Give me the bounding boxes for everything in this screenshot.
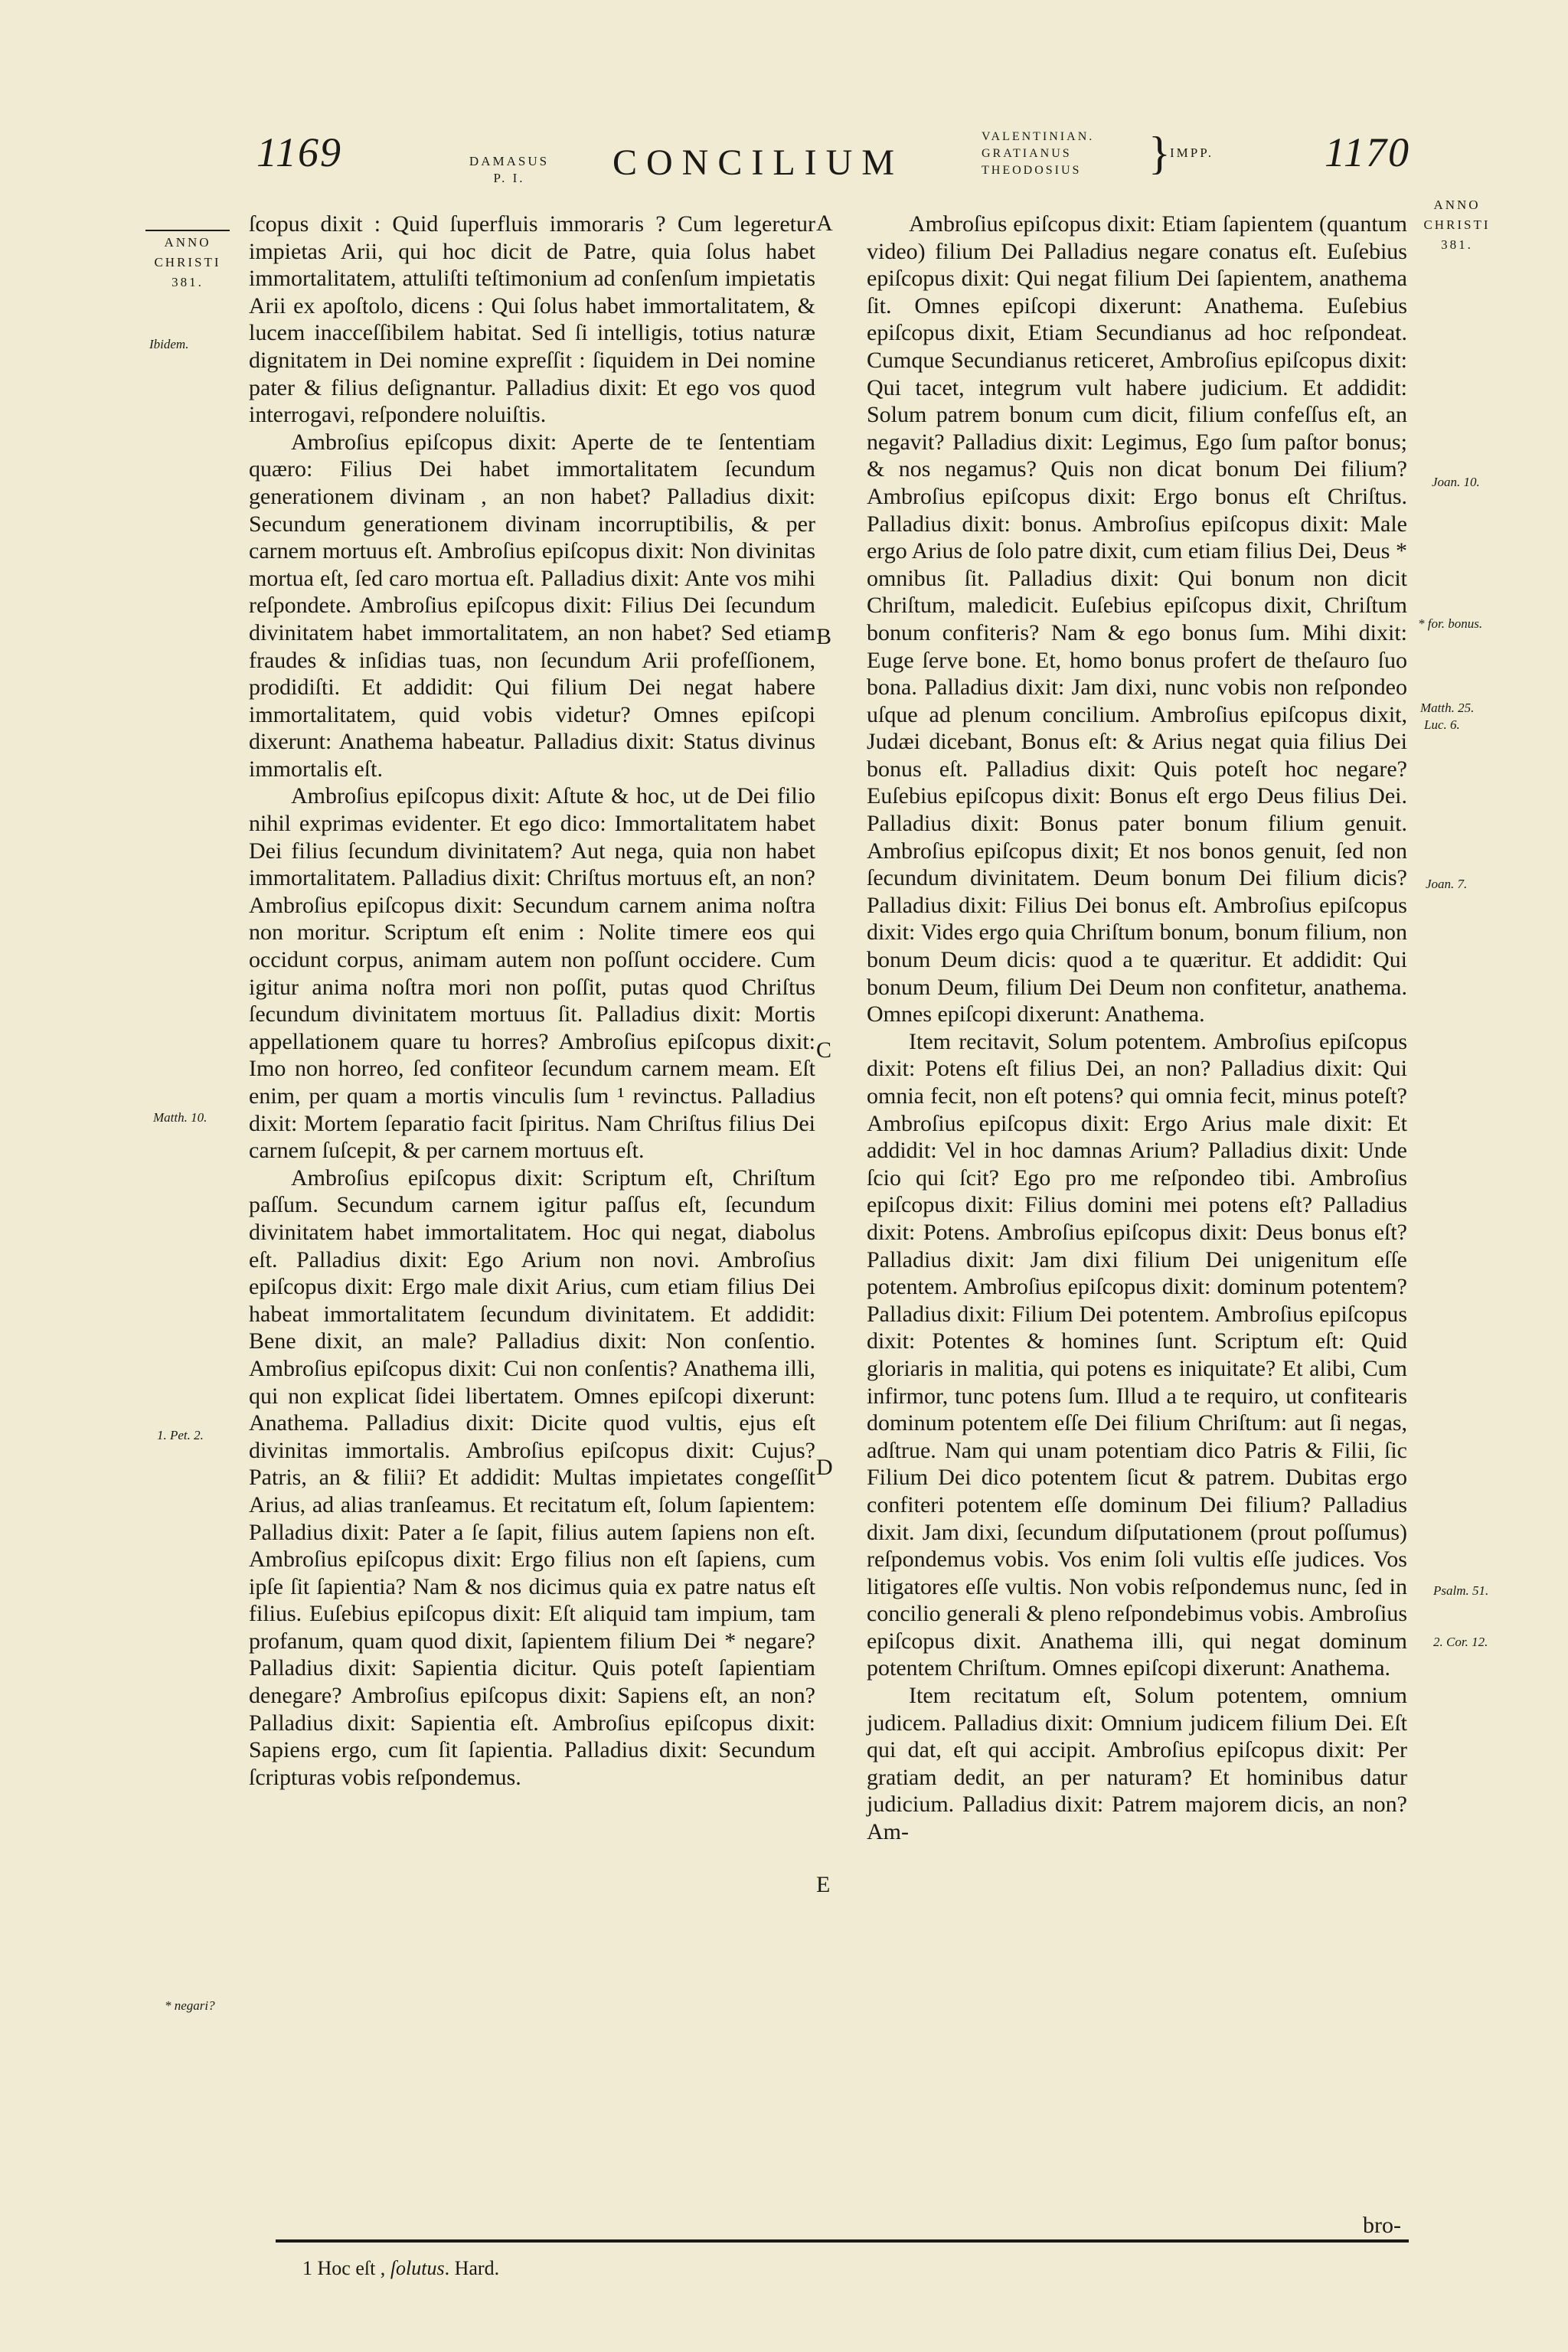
left-anno-block — [142, 230, 234, 292]
footnote-text-c: . Hard. — [444, 2257, 500, 2279]
page-number-right: 1170 — [1325, 129, 1410, 175]
margin-note-luc6: Luc. 6. — [1424, 717, 1460, 732]
section-letter-d: D — [816, 1455, 833, 1480]
left-text-column — [249, 211, 815, 1791]
emperor-3: THEODOSIUS — [982, 164, 1082, 177]
right-anno-block — [1415, 195, 1499, 255]
catchword: bro- — [1363, 2213, 1401, 2238]
anno-christi: CHRISTI — [154, 255, 221, 270]
anno-label: ANNO — [1433, 198, 1481, 212]
margin-note-negari: * negari? — [165, 1998, 215, 2013]
left-author: DAMASUS — [469, 154, 550, 168]
anno-rule — [145, 230, 230, 231]
margin-note-ibidem: Ibidem. — [149, 337, 189, 351]
emperors-heading — [982, 129, 1158, 179]
margin-note-matth25: Matth. 25. — [1420, 701, 1475, 715]
section-letter-a: A — [816, 211, 833, 236]
paragraph: Ambroſius epiſcopus dixit: Scriptum eſt, Chriſtum paſſum. Secundum carnem igitur paſſus eſt, ſecundum divinitatem habet immortalitatem. Hoc qui negat, diabolus eſt. Palladius dixit: Ego Arium non novi. Ambroſius epiſcopus dixit: Ergo male dixit Arius, cum etiam filius Dei habeat immortalitatem ſecundum divinitatem. Et addidit: Bene dixit, an male? Palladius dixit: Non conſentio. Ambroſius epiſcopus dixit: Cui non conſentis? Anathema illi, qui non explicat ſidei libertatem. Omnes epiſcopi dixerunt: Anathema. Palladius dixit: Dicite quod vultis, ejus eſt divinitas immortalis. Ambroſius epiſcopus dixit: Cujus? Patris, an & filii? Et addidit: Multas impietates congeſſit Arius, ad alias tranſeamus. Et recitatum eſt, ſolum ſapientem: Palladius dixit: Pater a ſe ſapit, filius autem ſapiens non eſt. Ambroſius epiſcopus dixit: Ergo filius non eſt ſapiens, cum ipſe ſit ſapientia? Nam & nos dicimus quia ex patre natus eſt filius. Euſebius epiſcopus dixit: Eſt aliquid tam impium, tam profanum, quam quod dixit, ſapientem filium Dei * negare? Palladius dixit: Sapientia dicitur. Quis poteſt ſapientiam denegare? Ambroſius epiſcopus dixit: Sapiens eſt, an non? Palladius dixit: Sapientia eſt. Ambroſius epiſcopus dixit: Sapiens ergo, cum ſit ſapientia. Palladius dixit: Secundum ſcripturas vobis reſpondemus. — [249, 1165, 815, 1790]
anno-year: 381. — [1441, 237, 1473, 252]
paragraph: Ambroſius epiſcopus dixit: Aperte de te ſententiam quæro: Filius Dei habet immortalitatem ſecundum generationem divinam , an non habet? Palladius dixit: Secundum generationem divinam incorruptibilis, & per carnem mortuus eſt. Ambroſius epiſcopus dixit: Non divinitas mortua eſt, ſed caro mortua eſt. Palladius dixit: Ante vos mihi reſpondete. Ambroſius epiſcopus dixit: Filius Dei ſecundum divinitatem habet immortalitatem, an non habet? Sed etiam fraudes & inſidias tuas, non ſecundum Arii profeſſionem, prodidiſti. Et addidit: Qui filium Dei negat habere immortalitatem, quid vobis videtur? Omnes epiſcopi dixerunt: Anathema habeatur. Palladius dixit: Status divinus immortalis eſt. — [249, 429, 815, 782]
footnote-text-a: Hoc eſt , — [317, 2257, 386, 2279]
footnote — [302, 2257, 499, 2280]
margin-note-forbonus: * for. bonus. — [1418, 616, 1483, 631]
emperors-suffix: IMPP. — [1170, 145, 1214, 160]
margin-note-joan7: Joan. 7. — [1426, 877, 1468, 891]
anno-label: ANNO — [164, 235, 211, 250]
paragraph: Ambroſius epiſcopus dixit: Aſtute & hoc, ut de Dei filio nihil exprimas evidenter. Et ego dico: Immortalitatem habet Dei filius ſecundum divinitatem? Aut nega, quia non habet immortalitatem. Palladius dixit: Chriſtus mortuus eſt, an non? Ambroſius epiſcopus dixit: Secundum carnem anima noſtra non moritur. Scriptum eſt enim : Nolite timere eos qui occidunt corpus, animam autem non poſſunt occidere. Cum igitur anima noſtra mori non poſſit, putas quod Chriſtus ſecundum divinitatem mortuus ſit. Palladius dixit: Mortis appellationem quare tu horres? Ambroſius epiſcopus dixit: Imo non horreo, ſed confiteor ſecundum carnem meam. Eſt enim, per quam a mortis vinculis ſum ¹ revinctus. Palladius dixit: Mortem ſeparatio facit ſpiritus. Nam Chriſtus filius Dei carnem ſuſcepit, & per carnem mortuus eſt. — [249, 783, 815, 1164]
section-letter-b: B — [816, 624, 832, 649]
section-letter-e: E — [816, 1872, 831, 1897]
brace-glyph: } — [1148, 128, 1171, 178]
paragraph: Item recitatum eſt, Solum potentem, omnium judicem. Palladius dixit: Omnium judicem filium Dei. Eſt qui dat, eſt qui accipit. Ambroſius epiſcopus dixit: Per gratiam dedit, an per naturam? Et hominibus datur judicium. Palladius dixit: Patrem majorem dicis, an non? Am- — [867, 1683, 1407, 1845]
anno-christi: CHRISTI — [1423, 217, 1491, 232]
footnote-number: 1 — [302, 2257, 312, 2279]
footnote-text-b: ſolutus — [390, 2257, 445, 2279]
emperor-2: GRATIANUS — [982, 147, 1072, 160]
page-title: CONCILIUM — [612, 142, 903, 183]
margin-note-cor12: 2. Cor. 12. — [1433, 1635, 1488, 1649]
margin-note-joan10: Joan. 10. — [1432, 475, 1480, 489]
margin-note-petr: 1. Pet. 2. — [157, 1428, 204, 1442]
emperor-1: VALENTINIAN. — [982, 130, 1095, 143]
left-author-sub: P. I. — [493, 171, 525, 185]
paragraph: Ambroſius epiſcopus dixit: Etiam ſapientem (quantum video) filium Dei Palladius negare conatus eſt. Euſebius epiſcopus dixit: Qui negat filium Dei ſapientem, anathema ſit. Omnes epiſcopi dixerunt: Anathema. Euſebius epiſcopus dixit, Etiam Secundianus ad hoc reſpondeat. Cumque Secundianus reticeret, Ambroſius epiſcopus dixit: Qui tacet, integrum vult habere judicium. Et addidit: Solum patrem bonum cum dicit, filium confeſſus eſt, an negavit? Palladius dixit: Legimus, Ego ſum paſtor bonus; & nos negamus? Quis non dicat bonum Dei filium? Ambroſius epiſcopus dixit: Ergo bonus eſt Chriſtus. Palladius dixit: bonus. Ambroſius epiſcopus dixit: Male ergo Arius de ſolo patre dixit, cum etiam filius Dei, Deus * omnibus ſit. Palladius dixit: Qui bonum non dicit Chriſtum, maledicit. Euſebius epiſcopus dixit, Chriſtum bonum confiteris? Nam & ego bonus ſum. Mihi dixit: Euge ſerve bone. Et, homo bonus profert de theſauro ſuo bona. Palladius dixit: Jam dixi, nunc vobis non reſpondeo uſque ad plenum concilium. Ambroſius epiſcopus dixit, Judæi dicebant, Bonus eſt: & Arius negat quia filius Dei bonus eſt. Palladius dixit: Quis poteſt hoc negare? Euſebius epiſcopus dixit: Bonus eſt ergo Deus filius Dei. Palladius dixit: Bonus pater bonum filium genuit. Ambroſius epiſcopus dixit; Et nos bonos genuit, ſed non ſecundum divinitatem. Deum bonum Dei filium dicis? Palladius dixit: Filius Dei bonus eſt. Ambroſius epiſcopus dixit: Vides ergo quia Chriſtum bonum, bonum filium, non bonum Deum dicis: quod a te quæritur. Et addidit: Qui bonum Deum, filium Dei Deum non confitetur, anathema. Omnes epiſcopi dixerunt: Anathema. — [867, 211, 1407, 1027]
section-letter-c: C — [816, 1037, 832, 1063]
anno-year: 381. — [172, 275, 204, 289]
paragraph: Item recitavit, Solum potentem. Ambroſius epiſcopus dixit: Potens eſt filius Dei, an non? Palladius dixit: Qui omnia fecit, non eſt potens? qui omnia fecit, minus poteſt? Ambroſius epiſcopus dixit: Ergo Arius male dixit: Et addidit: Vel in hoc damnas Arium? Palladius dixit: Unde ſcio qui ſcit? Ego pro me reſpondeo tibi. Ambroſius epiſcopus dixit: Filius domini mei potens eſt? Palladius dixit: Potens. Ambroſius epiſcopus dixit: Deus bonus eſt? Palladius dixit: Jam dixi filium Dei unigenitum eſſe potentem. Ambroſius epiſcopus dixit: dominum potentem? Palladius dixit: Filium Dei potentem. Ambroſius epiſcopus dixit: Potentes & homines ſunt. Scriptum eſt: Quid gloriaris in malitia, qui potens es iniquitate? Et alibi, Cum infirmor, tunc potens ſum. Illud a te requiro, ut confitearis dominum potentem eſſe Dei filium Chriſtum: aut ſi negas, adſtrue. Nam qui unam potentiam dico Patris & Filii, ſic Filium Dei dico potentem ſicut & patrem. Dubitas ergo confiteri potentem eſſe dominum Dei filium? Palladius dixit. Jam dixi, ſecundum diſputationem (prout poſſumus) reſpondemus vobis. Vos enim ſoli vultis eſſe judices. Vos litigatores eſſe vultis. Non vobis reſpondemus nunc, ſed in concilio generali & pleno reſpondebimus vobis. Ambroſius epiſcopus dixit. Anathema illi, qui negat dominum potentem Chriſtum. Omnes epiſcopi dixerunt: Anathema. — [867, 1028, 1407, 1681]
left-author-heading — [459, 153, 559, 187]
footnote-rule — [276, 2239, 1409, 2243]
margin-note-psalm51: Psalm. 51. — [1433, 1583, 1489, 1598]
margin-note-matth10: Matth. 10. — [153, 1110, 207, 1125]
page-number-left: 1169 — [256, 129, 342, 175]
paragraph: ſcopus dixit : Quid ſuperfluis immoraris ? Cum legeretur impietas Arii, qui hoc dicit de Patre, quia ſolus habet immortalitatem, attuliſti teſtimonium ad conſenſum impietatis Arii ex apoſtolo, dicens : Qui ſolus habet immortalitatem, & lucem inacceſſibilem habitat. Sed ſi intelligis, totius naturæ dignitatem in Dei nomine expreſſit : ſiquidem in Dei nomine pater & filius deſignantur. Palladius dixit: Et ego vos quod interrogavi, reſpondere noluiſtis. — [249, 211, 815, 428]
right-text-column — [867, 211, 1407, 1846]
